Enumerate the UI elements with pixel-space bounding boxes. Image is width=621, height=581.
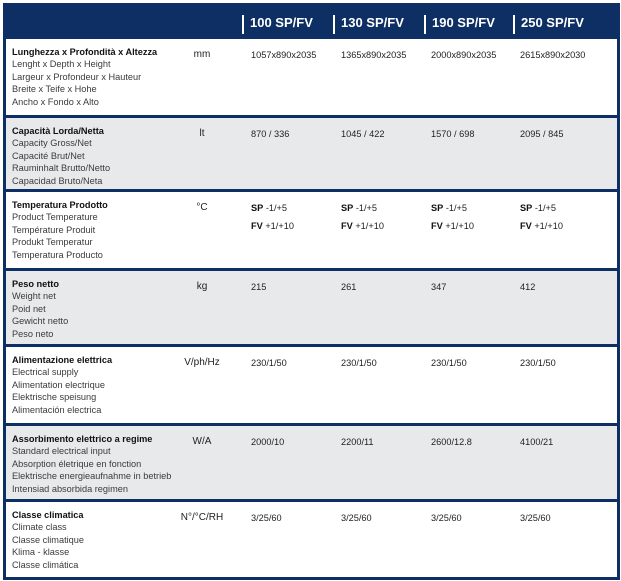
sp-label: SP (341, 203, 354, 213)
column-header-100: 100 SP/FV (250, 15, 313, 30)
row-value-temperature (520, 203, 563, 231)
table-row-electrical-supply (6, 347, 617, 426)
column-header-130: 130 SP/FV (341, 15, 404, 30)
row-value: 3/25/60 (251, 513, 282, 523)
row-unit: W/A (192, 436, 212, 447)
row-label-fr: Largeur x Profondeur x Hauteur (12, 71, 142, 82)
row-label-es: Ancho x Fondo x Alto (12, 96, 99, 107)
row-label-fr: Capacité Brut/Net (12, 150, 85, 161)
row-label-main: Alimentazione elettrica (12, 355, 113, 365)
column-header-250: 250 SP/FV (521, 15, 584, 30)
spec-table (3, 3, 620, 580)
row-value: 230/1/50 (431, 358, 467, 368)
row-unit: °C (196, 202, 208, 213)
fv-value: +1/+10 (534, 221, 563, 231)
row-labels (12, 46, 157, 108)
table-row-climate-class (6, 502, 617, 577)
row-value: 230/1/50 (341, 358, 377, 368)
row-label-de: Elektrische energieaufnahme in betrieb (12, 471, 172, 482)
row-value-temperature (431, 203, 474, 231)
row-labels (12, 125, 110, 187)
fv-value: +1/+10 (445, 221, 474, 231)
sp-value: -1/+5 (265, 203, 288, 213)
row-label-es: Peso neto (12, 328, 54, 339)
row-value: 2095 / 845 (520, 129, 564, 139)
row-label-es: Intensiad absorbida regimen (12, 483, 128, 494)
row-value: 2000/10 (251, 437, 285, 447)
row-value: 2200/11 (341, 437, 374, 447)
fv-value: +1/+10 (355, 221, 384, 231)
row-value: 1057x890x2035 (251, 50, 317, 60)
row-value: 230/1/50 (251, 358, 287, 368)
row-value-temperature (341, 203, 384, 231)
row-value: 1570 / 698 (431, 129, 475, 139)
header-separator (424, 15, 426, 34)
row-value: 347 (431, 282, 447, 292)
row-label-main: Classe climatica (12, 510, 84, 520)
row-label-main: Capacità Lorda/Netta (12, 126, 104, 136)
sp-label: SP (251, 203, 264, 213)
row-labels (12, 509, 84, 571)
table-row-dimensions (6, 39, 617, 118)
header-separator (513, 15, 515, 34)
row-label-fr: Absorption életrique en fonction (12, 458, 142, 469)
row-value: 3/25/60 (520, 513, 551, 523)
sp-value: -1/+5 (534, 203, 557, 213)
row-unit: lt (199, 128, 205, 139)
row-value: 1365x890x2035 (341, 50, 407, 60)
row-label-es: Temperatura Producto (12, 249, 103, 260)
row-unit: V/ph/Hz (184, 357, 220, 368)
row-value: 412 (520, 282, 536, 292)
row-label-de: Gewicht netto (12, 316, 69, 327)
row-value: 2615x890x2030 (520, 50, 586, 60)
row-label-de: Produkt Temperatur (12, 237, 93, 248)
row-unit: mm (193, 49, 211, 60)
fv-label: FV (341, 221, 353, 231)
header-separator (242, 15, 244, 34)
row-value: 3/25/60 (341, 513, 372, 523)
row-label-main: Temperatura Prodotto (12, 200, 108, 210)
row-value: 4100/21 (520, 437, 554, 447)
row-unit: N°/°C/RH (180, 512, 224, 523)
row-label-de: Breite x Teife x Hohe (12, 84, 97, 95)
row-value: 3/25/60 (431, 513, 462, 523)
row-label-en: Weight net (12, 291, 56, 302)
row-label-fr: Alimentation electrique (12, 379, 105, 390)
row-label-es: Capacidad Bruto/Neta (12, 175, 103, 186)
fv-value: +1/+10 (265, 221, 294, 231)
row-label-en: Lenght x Depth x Height (12, 59, 111, 70)
column-header-190: 190 SP/FV (432, 15, 495, 30)
row-label-fr: Poid net (12, 303, 46, 314)
row-unit: kg (196, 281, 208, 292)
row-value: 2600/12.8 (431, 437, 472, 447)
row-label-en: Electrical supply (12, 367, 79, 378)
row-label-fr: Classe climatique (12, 534, 84, 545)
row-label-fr: Température Produit (12, 224, 96, 235)
row-label-en: Product Temperature (12, 212, 98, 223)
row-value: 2000x890x2035 (431, 50, 497, 60)
table-row-capacity (6, 118, 617, 192)
row-label-es: Classe climática (12, 559, 79, 570)
table-row-weight (6, 271, 617, 347)
row-label-main: Assorbimento elettrico a regime (12, 434, 153, 444)
sp-label: SP (520, 203, 533, 213)
row-label-main: Lunghezza x Profondità x Altezza (12, 47, 158, 57)
table-header (6, 6, 617, 39)
row-label-main: Peso netto (12, 279, 59, 289)
row-label-es: Alimentación electrica (12, 404, 102, 415)
row-labels (12, 278, 68, 340)
row-value: 230/1/50 (520, 358, 556, 368)
header-separator (333, 15, 335, 34)
row-value: 870 / 336 (251, 129, 290, 139)
table-row-electrical-input (6, 426, 617, 502)
row-label-en: Standard electrical input (12, 446, 111, 457)
row-label-en: Climate class (12, 522, 67, 533)
row-value-temperature (251, 203, 294, 231)
row-label-de: Klima - klasse (12, 547, 70, 558)
row-value: 215 (251, 282, 267, 292)
row-label-en: Capacity Gross/Net (12, 138, 92, 149)
row-value: 261 (341, 282, 357, 292)
fv-label: FV (431, 221, 443, 231)
fv-label: FV (251, 221, 263, 231)
row-label-de: Elektrische speisung (12, 392, 97, 403)
row-labels (12, 354, 112, 416)
table-row-temperature (6, 192, 617, 271)
sp-label: SP (431, 203, 444, 213)
row-value: 1045 / 422 (341, 129, 385, 139)
sp-value: -1/+5 (445, 203, 468, 213)
sp-value: -1/+5 (355, 203, 378, 213)
fv-label: FV (520, 221, 532, 231)
row-labels (12, 433, 171, 495)
row-label-de: Rauminhalt Brutto/Netto (12, 163, 111, 174)
row-labels (12, 199, 108, 261)
